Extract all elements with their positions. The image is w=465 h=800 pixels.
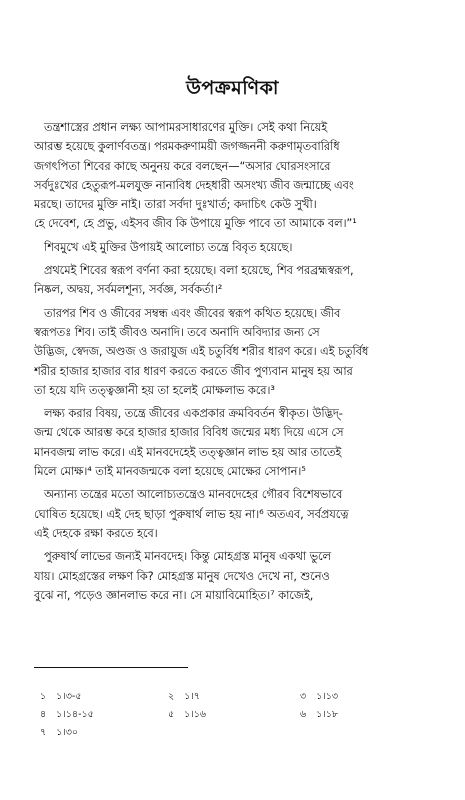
text-line: শিবমুখে এই মুক্তির উপায়ই আলোচ্য তন্ত্রে বিবৃত হয়েছে।	[44, 239, 293, 254]
footnote	[40, 727, 78, 739]
footnote	[300, 709, 338, 721]
text-line: মানবজন্ম লাভ করে। এই মানবদেহেই তত্ত্বজ্ঞান লাভ হয় আর তাতেই	[34, 444, 342, 459]
text-line: প্রথমেই শিবের স্বরূপ বর্ণনা করা হয়েছে। বলা হয়েছে, শিব পরব্রহ্মস্বরূপ,	[44, 263, 354, 278]
footnote-number: ১	[40, 691, 47, 702]
body-text	[34, 118, 438, 609]
paragraph	[34, 238, 438, 257]
footnote	[168, 709, 206, 721]
text-line: হে দেবেশ, হে প্রভু, এইসব জীব কি উপায়ে মুক্তি পাবে তা আমাকে বল।”¹	[34, 216, 357, 231]
footnote-reference: ১।৭	[184, 691, 200, 702]
footnote-reference: ১।১৮	[316, 709, 339, 720]
text-line: তা হয়ে যদি তত্ত্বজ্ঞানী হয় তা হলেই মোক্ষলাভ করে।³	[34, 382, 275, 397]
text-line: নিষ্কল, অদ্বয়, সর্বমলশূন্য, সর্বজ্ঞ, সর্বকর্তা।²	[34, 282, 223, 297]
footnote-number: ৩	[300, 691, 307, 702]
footnote	[168, 691, 200, 703]
paragraph	[34, 118, 438, 234]
page-title: উপক্রমণিকা	[186, 77, 279, 99]
footnote	[40, 691, 82, 703]
footnote	[40, 709, 94, 721]
footnote-reference: ১।১৪-১৫	[56, 709, 94, 720]
footnote-number: ৬	[300, 709, 307, 720]
text-line: আরম্ভ হয়েছে কুলার্ণবতন্ত্র। পরমকরুণাময়ী জগজ্জননী করুণামৃতবারিধি	[34, 139, 340, 154]
text-line: লক্ষ্য করার বিষয়, তন্ত্রে জীবের একপ্রকার ক্রমবিবর্তন স্বীকৃত। উদ্ভিদ্-	[44, 406, 343, 421]
footnote-number: ৫	[168, 709, 175, 720]
paragraph	[34, 261, 438, 300]
text-line: তন্ত্রশাস্ত্রের প্রধান লক্ষ্য আপামরসাধারণের মুক্তি। সেই কথা নিয়েই	[44, 120, 328, 134]
footnote-reference: ১।১৩	[316, 691, 339, 702]
text-line: বুঝে না, পড়েও জ্ঞানলাভ করে না। সে মায়াবিমোহিত।⁷ কাজেই,	[34, 587, 314, 602]
footnote-number: ৭	[40, 727, 47, 738]
footnote	[300, 691, 338, 703]
footnote-reference: ১।৩০	[56, 727, 79, 738]
text-line: জন্ম থেকে আরম্ভ করে হাজার হাজার বিবিধ জন্মের মধ্য দিয়ে এসে সে	[34, 425, 344, 440]
footnote-reference: ১।৩-৫	[56, 691, 82, 702]
text-line: স্বরূপতঃ শিব। তাই জীবও অনাদি। তবে অনাদি অবিদ্যার জন্য সে	[34, 324, 320, 339]
text-line: তারপর শিব ও জীবের সম্বন্ধ এবং জীবের স্বরূপ কথিত হয়েছে। জীব	[44, 305, 341, 320]
text-line: ঘোষিত হয়েছে। এই দেহ ছাড়া পুরুষার্থ লাভ হয় না।⁶ অতএব, সর্বপ্রযত্নে	[34, 506, 349, 521]
footnote-divider	[34, 667, 188, 668]
text-line: উদ্ভিজ, স্বেদজ, অণ্ডজ ও জরায়ুজ এই চতুর্বিধ শরীর ধারণ করে। এই চতুর্বিধ	[34, 344, 369, 359]
paragraph	[34, 304, 438, 400]
footnote-reference: ১।১৬	[184, 709, 207, 720]
text-line: মিলে মোক্ষ।⁴ তাই মানবজন্মকে বলা হয়েছে মোক্ষের সোপান।⁵	[34, 464, 306, 479]
paragraph	[34, 485, 438, 543]
footnote-number: ২	[168, 691, 175, 702]
text-line: সর্বদুঃখের হেতুরূপ-মলযুক্ত নানাবিধ দেহধারী অসংখ্য জীব জন্মাচ্ছে এবং	[34, 177, 354, 192]
text-line: অন্যান্য তন্ত্রের মতো আলোচ্যতন্ত্রেও মানবদেহের গৌরব বিশেষভাবে	[44, 487, 343, 502]
text-line: এই দেহকে রক্ষা করতে হবে।	[34, 525, 158, 540]
text-line: পুরুষার্থ লাভের জন্যই মানবদেহ। কিন্তু মোহগ্রস্ত মানুষ একথা ভুলে	[44, 549, 331, 564]
text-line: যায়। মোহগ্রস্তের লক্ষণ কি? মোহগ্রস্ত মানুষ দেখেও দেখে না, শুনেও	[34, 568, 330, 583]
text-line: শরীর হাজার হাজার বার ধারণ করতে করতে জীব পুণ্যবান মানুষ হয় আর	[34, 363, 353, 378]
paragraph	[34, 547, 438, 605]
footnote-number: ৪	[40, 709, 47, 720]
text-line: মরছে। তাদের মুক্তি নাই। তারা সর্বদা দুঃখার্ত; কদাচিৎ কেউ সুখী।	[34, 197, 317, 212]
paragraph	[34, 404, 438, 481]
text-line: জগৎপিতা শিবের কাছে অনুনয় করে বলছেন—“অসার ঘোরসংসারে	[34, 158, 331, 173]
